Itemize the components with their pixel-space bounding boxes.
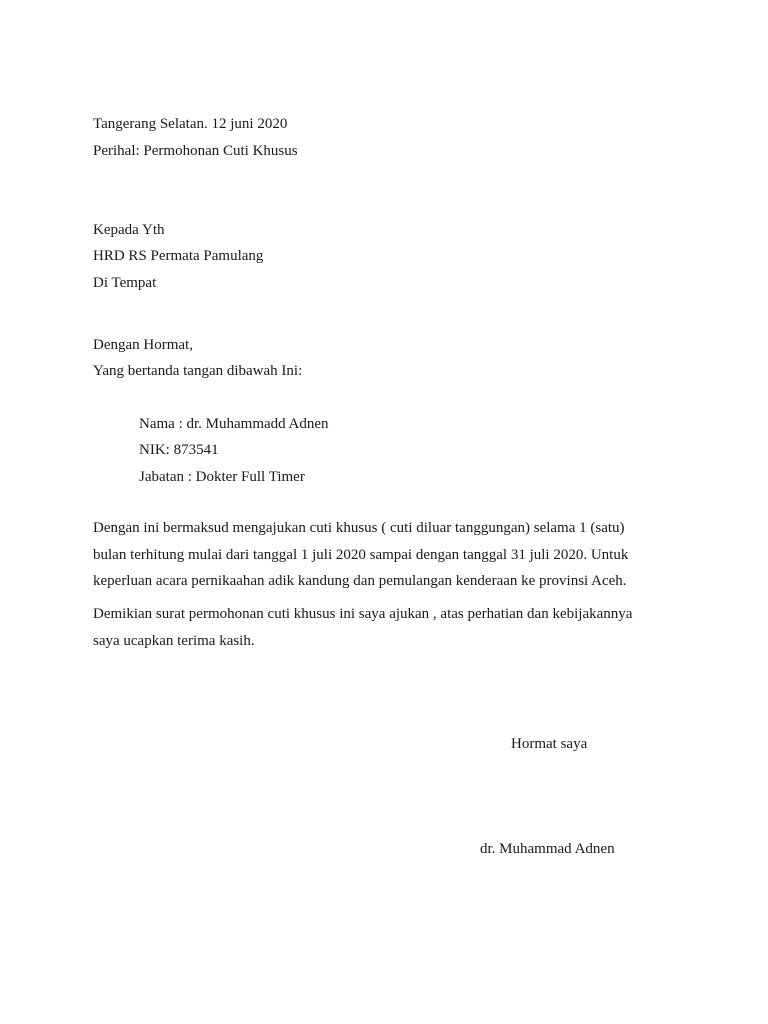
greeting: Dengan Hormat,	[93, 337, 193, 353]
body-paragraph-1-line: bulan terhitung mulai dari tanggal 1 juli 2020 sampai dengan tanggal 31 juli 2020. Untuk	[93, 546, 629, 563]
body-paragraph-1-line: keperluan acara pernikaahan adik kandung dan pemulangan kenderaan ke provinsi Aceh.	[93, 573, 627, 589]
body-paragraph-2-line: saya ucapkan terima kasih.	[93, 632, 255, 649]
identity-nik: NIK: 873541	[139, 442, 219, 458]
recipient-line-3: Di Tempat	[93, 275, 157, 291]
body-paragraph-1-line: Dengan ini bermaksud mengajukan cuti khusus ( cuti diluar tanggungan) selama 1 (satu)	[93, 520, 625, 536]
recipient-line-2: HRD RS Permata Pamulang	[93, 248, 264, 264]
place-date: Tangerang Selatan. 12 juni 2020	[93, 116, 288, 132]
body-paragraph-1	[93, 515, 673, 595]
identity-position: Jabatan : Dokter Full Timer	[139, 469, 305, 485]
closing-salutation: Hormat saya	[511, 736, 588, 752]
subject-line: Perihal: Permohonan Cuti Khusus	[93, 143, 298, 159]
body-paragraph-2	[93, 601, 673, 654]
identity-name: Nama : dr. Muhammadd Adnen	[139, 416, 329, 432]
recipient-line-1: Kepada Yth	[93, 222, 165, 238]
intro-line: Yang bertanda tangan dibawah Ini:	[93, 363, 303, 379]
signatory-name: dr. Muhammad Adnen	[480, 841, 615, 857]
body-paragraph-2-line: Demikian surat permohonan cuti khusus ini saya ajukan , atas perhatian dan kebijakannya	[93, 606, 633, 622]
